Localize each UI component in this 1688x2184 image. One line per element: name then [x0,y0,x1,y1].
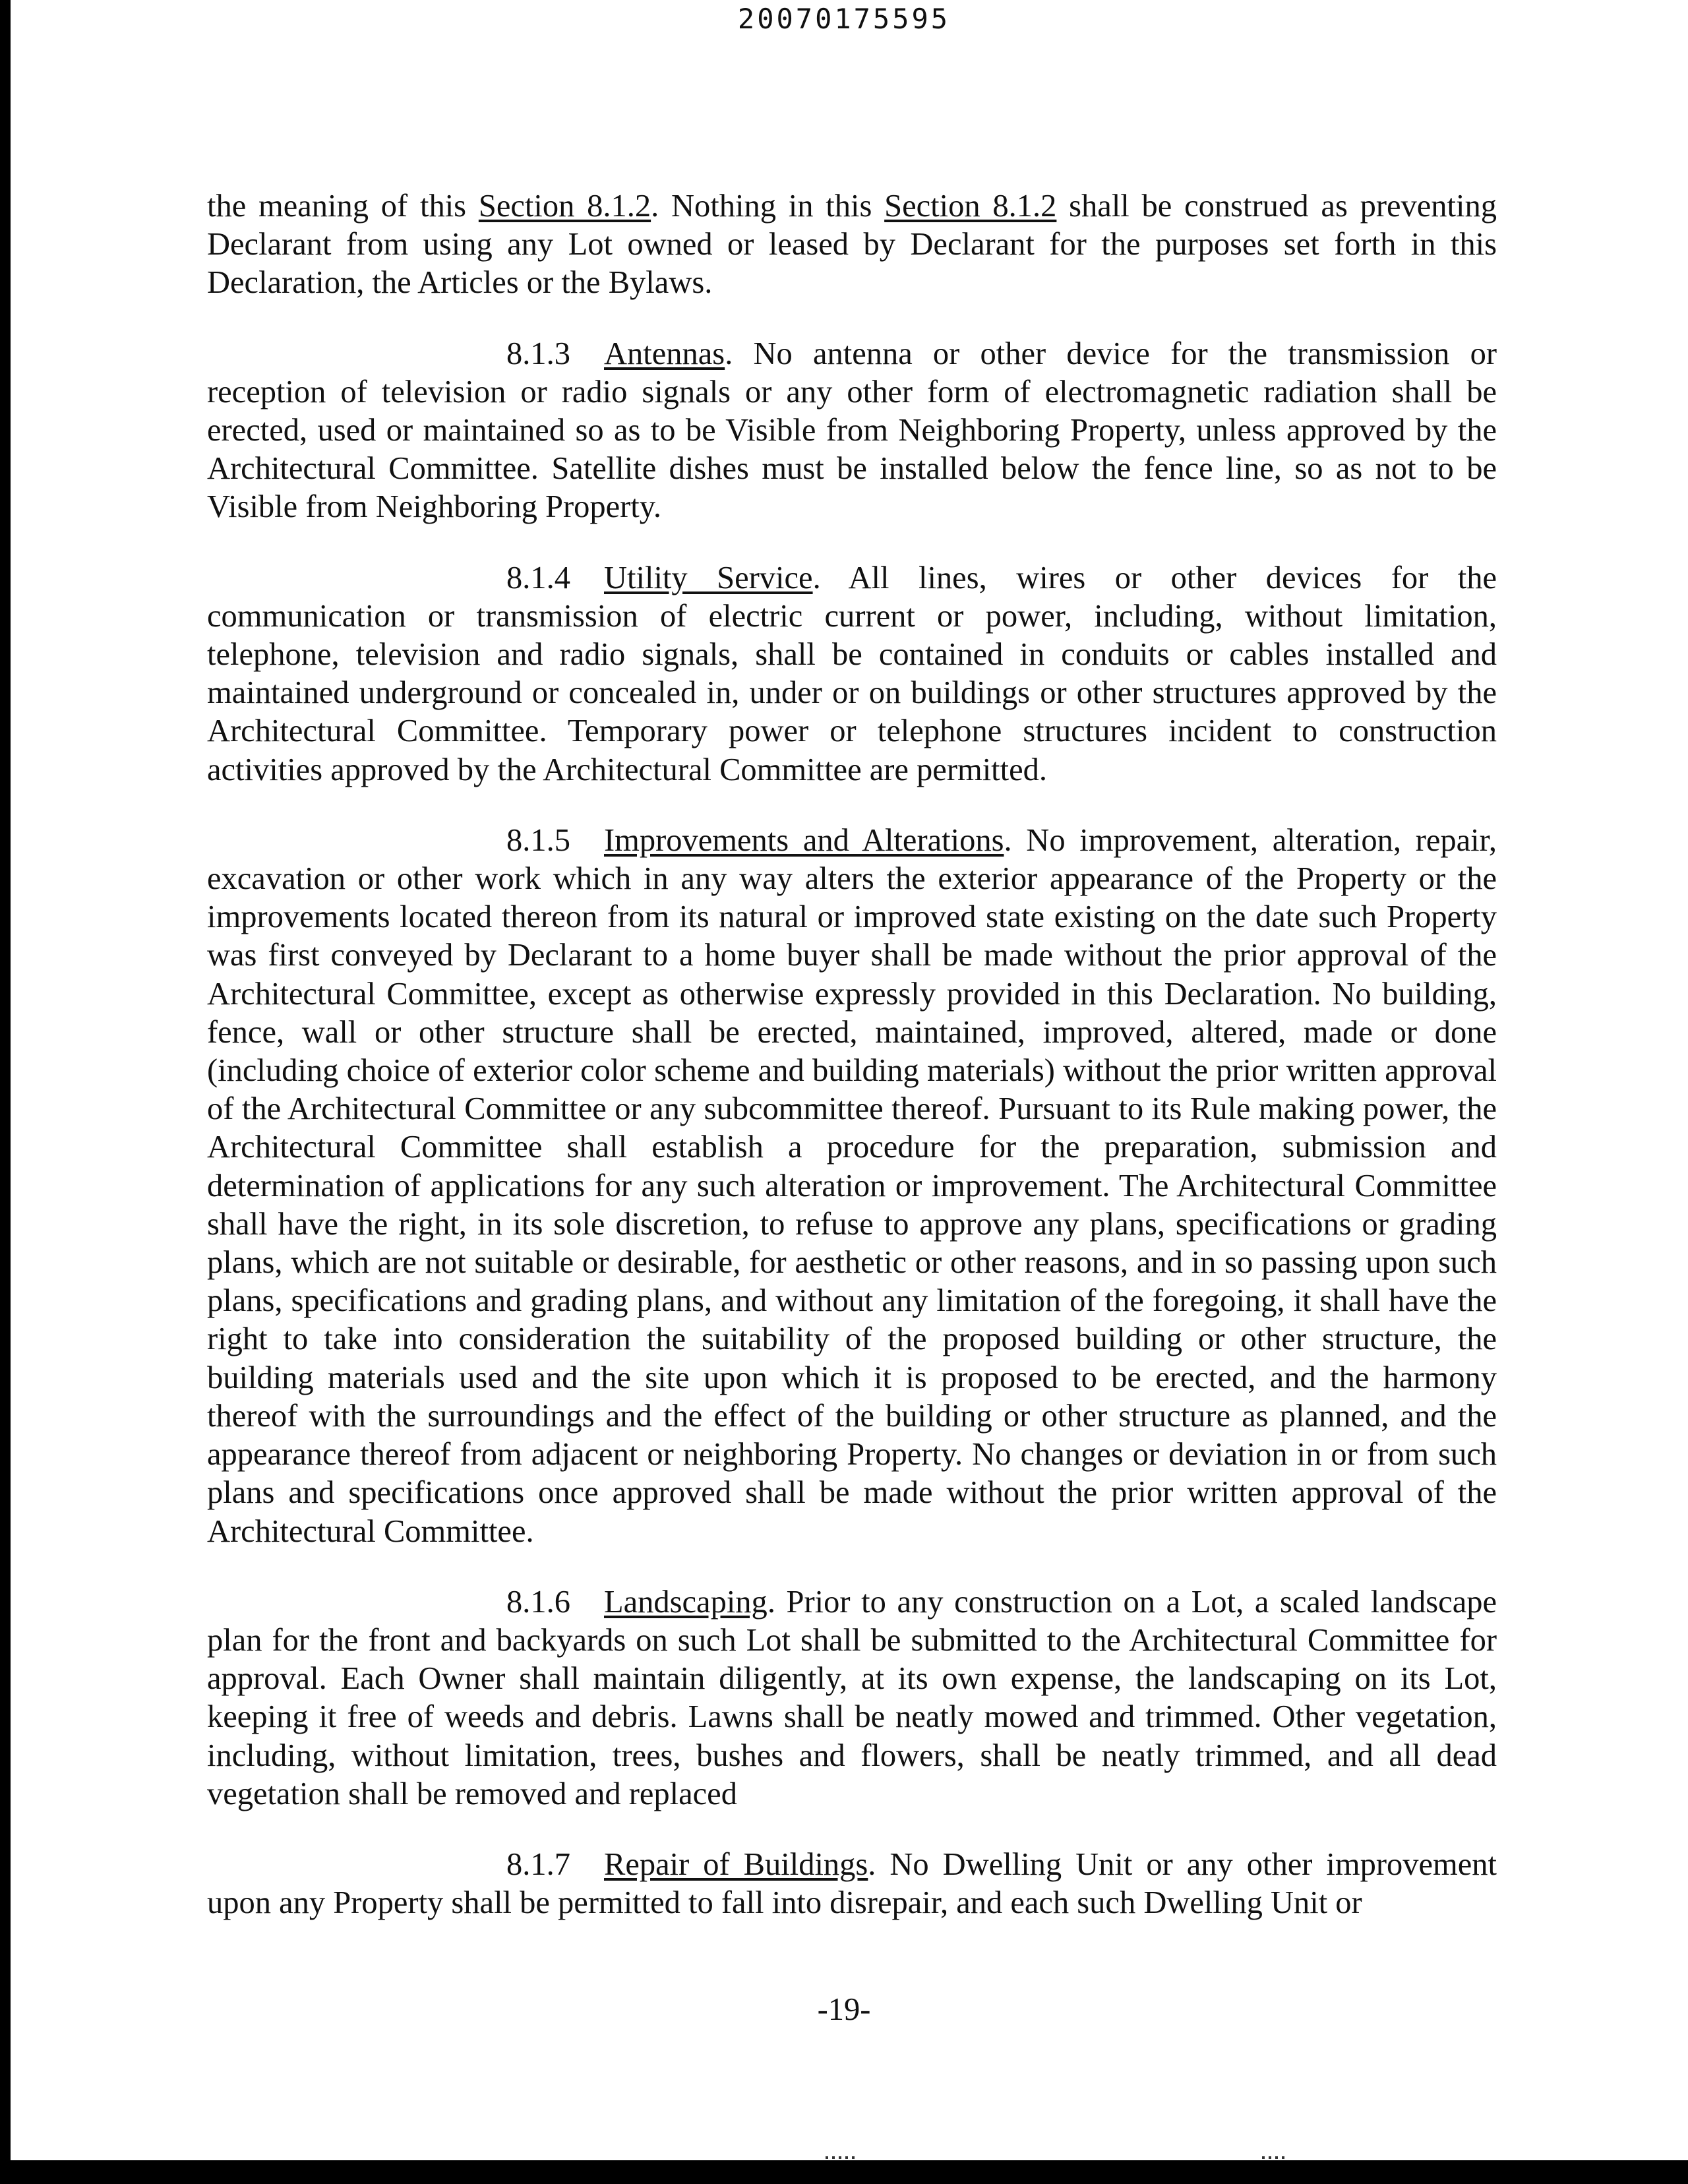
section-number: 8.1.6 [506,1584,570,1620]
section-reference: Section 8.1.2 [478,189,651,224]
section-heading: Repair of Buildings [604,1846,868,1882]
section-reference: Section 8.1.2 [884,189,1057,224]
paragraph-text: . Nothing in this [651,189,885,224]
document-body [207,187,1497,1922]
scan-border-left [0,0,11,2184]
section-number: 8.1.5 [506,822,570,858]
scan-artifact [826,2156,859,2159]
section-8-1-4 [207,559,1497,789]
section-8-1-3 [207,335,1497,527]
section-body: . No improvement, alteration, repair, excavation or other work which in any way alters the exterior appearance of the Property or the improvements located thereon from its natural or improved state existing on the date such Property was first conveyed by Declarant to a home buyer shall be made without the prior approval of the Architectural Committee, except as otherwise expressly provided in this Declaration. No building, fence, wall or other structure shall be erected, maintained, improved, altered, made or done (including choice of exterior color scheme and building materials) without the prior written approval of the Architectural Committee or any subcommittee thereof. Pursuant to its Rule making power, the Architectural Committee shall establish a procedure for the preparation, submission and determination of applications for any such alteration or improvement. The Architectural Committee shall have the right, in its sole discretion, to refuse to approve any plans, specifications or grading plans, which are not suitable or desirable, for aesthetic or other reasons, and in so passing upon such plans, specifications and grading plans, and without any limitation of the foregoing, it shall have the right to take into consideration the suitability of the proposed building or other structure, the building materials used and the site upon which it is proposed to be erected, and the harmony thereof with the surroundings and the effect of the building or other structure as planned, and the appearance thereof from adjacent or neighboring Property. No changes or deviation in or from such plans and specifications once approved shall be made without the prior written approval of the Architectural Committee. [207,822,1497,1549]
section-body: . Prior to any construction on a Lot, a scaled landscape plan for the front and backyards on such Lot shall be submitted to the Architectural Committee for approval. Each Owner shall maintain diligently, at its own expense, the landscaping on its Lot, keeping it free of weeds and debris. Lawns shall be neatly mowed and trimmed. Other vegetation, including, without limitation, trees, bushes and flowers, shall be neatly trimmed, and all dead vegetation shall be removed and replaced [207,1584,1497,1811]
section-number: 8.1.3 [506,336,570,371]
section-body: . All lines, wires or other devices for the communication or transmission of electric current or power, including, without limitation, telephone, television and radio signals, shall be contained in conduits or cables installed and maintained underground or concealed in, under or on buildings or other structures approved by the Architectural Committee. Temporary power or telephone structures incident to construction activities approved by the Architectural Committee are permitted. [207,560,1497,787]
section-heading: Improvements and Alterations [604,822,1004,858]
section-number: 8.1.4 [506,560,570,595]
section-8-1-7 [207,1846,1497,1922]
section-8-1-5 [207,822,1497,1551]
paragraph-text: the meaning of this [207,189,479,224]
section-number: 8.1.7 [506,1846,570,1882]
section-heading: Utility Service [604,560,813,595]
section-8-1-6 [207,1583,1497,1813]
scan-artifact [1262,2156,1286,2159]
paragraph-continuation [207,187,1497,303]
section-body: . No Dwelling Unit or any other improvement upon any Property shall be permitted to fall into disrepair, and each such Dwelling Unit or [207,1846,1497,1921]
document-number: 20070175595 [737,3,951,35]
section-heading: Landscaping [604,1584,768,1620]
paragraph-text: shall be construed as preventing Declarant from using any Lot owned or leased by Declarant for the purposes set forth in this Declaration, the Articles or the Bylaws. [207,189,1497,301]
section-body: . No antenna or other device for the transmission or reception of television or radio signals or any other form of electromagnetic radiation shall be erected, used or maintained so as to be Visible from Neighboring Property, unless approved by the Architectural Committee. Satellite dishes must be installed below the fence line, so as not to be Visible from Neighboring Property. [207,336,1497,525]
page-footer-number: -19- [817,1992,871,2027]
scan-border-bottom [0,2160,1688,2184]
section-heading: Antennas [604,336,725,371]
